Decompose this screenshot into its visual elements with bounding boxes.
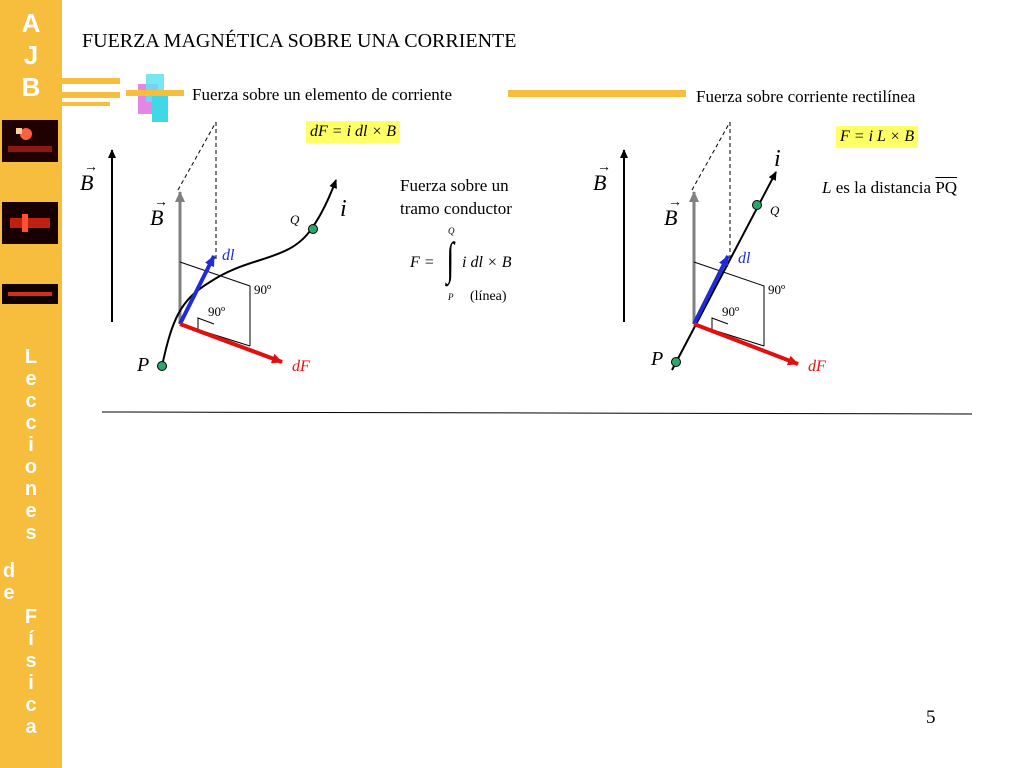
page-title: FUERZA MAGNÉTICA SOBRE UNA CORRIENTE (82, 30, 517, 52)
formula-right-text: F = i L × B (840, 128, 915, 145)
sidebar-char: s (25, 650, 37, 672)
left-label-dl: dl (222, 247, 235, 264)
sidebar-char: d (2, 560, 16, 582)
page-number: 5 (926, 707, 936, 728)
left-label-B-big: B (80, 170, 94, 195)
left-point-Q (309, 225, 318, 234)
distance-note-l: L (822, 178, 832, 197)
integral-lower: P (448, 292, 454, 302)
left-label-Q: Q (290, 212, 300, 227)
right-vec-arrow-B-small: → (668, 195, 682, 210)
left-point-P (158, 362, 167, 371)
right-label-90-top: 90º (768, 282, 786, 297)
left-label-B-small: B (150, 205, 164, 230)
sidebar-char: i (28, 672, 34, 694)
integral-note: (línea) (470, 289, 507, 304)
right-label-dl: dl (738, 250, 751, 267)
sidebar-char: a (25, 716, 37, 738)
sidebar-char: F (24, 606, 38, 628)
left-label-i: i (340, 196, 347, 222)
left-vec-arrow-B-big: → (84, 160, 98, 175)
left-label-P: P (137, 354, 150, 376)
left-vec-arrow-B-small: → (154, 195, 168, 210)
right-point-P (672, 358, 681, 367)
sidebar-char: n (24, 478, 38, 500)
left-dashed-1 (178, 122, 216, 190)
right-label-B-small: B (664, 205, 678, 230)
left-label-90-bottom: 90º (208, 304, 226, 319)
left-current-curve (162, 180, 336, 366)
formula-left-text: dF = i dl × B (310, 123, 397, 140)
right-vec-arrow-B-big: → (597, 160, 611, 175)
sidebar-char: L (24, 346, 38, 368)
distance-note-text: es la distancia (831, 178, 936, 197)
right-dashed-1 (692, 122, 730, 190)
sidebar-char: i (28, 434, 34, 456)
right-label-dF: dF (808, 358, 826, 375)
caption-line1: Fuerza sobre un (400, 176, 509, 195)
right-diagram (624, 122, 798, 370)
sidebar-letter-b: B (21, 72, 41, 102)
sidebar-char: c (25, 412, 37, 434)
left-label-dF: dF (292, 358, 310, 375)
right-label-i: i (774, 146, 781, 172)
divider-line (102, 412, 972, 414)
left-label-90-top: 90º (254, 282, 272, 297)
sidebar-char: o (24, 456, 38, 478)
left-dF-arrow (180, 324, 282, 362)
sidebar-char: e (3, 582, 15, 604)
sidebar-char: s (25, 522, 37, 544)
sidebar-char: c (25, 390, 37, 412)
sidebar-char: í (28, 628, 34, 650)
integral-sign: ∫ (446, 233, 455, 284)
integral-upper: Q (448, 226, 455, 236)
right-point-Q (753, 201, 762, 210)
caption-line2: tramo conductor (400, 199, 512, 218)
subtitle-left: Fuerza sobre un elemento de corriente (192, 85, 453, 104)
integral-lhs: F = (410, 254, 435, 271)
sidebar-char: e (25, 500, 37, 522)
right-dF-arrow (694, 324, 798, 364)
sidebar-letter-a: A (21, 8, 41, 38)
right-label-P: P (651, 348, 664, 370)
sidebar-char: c (25, 694, 37, 716)
right-label-Q: Q (770, 203, 780, 218)
sidebar-char: e (25, 368, 37, 390)
sidebar-letter-j: J (23, 40, 39, 70)
right-label-B-big: B (593, 170, 607, 195)
right-label-90-bottom: 90º (722, 304, 740, 319)
integral-body: i dl × B (462, 254, 512, 271)
subtitle-right: Fuerza sobre corriente rectilínea (696, 87, 916, 106)
distance-note-segment: $\overline{PQ}$ (935, 178, 958, 197)
